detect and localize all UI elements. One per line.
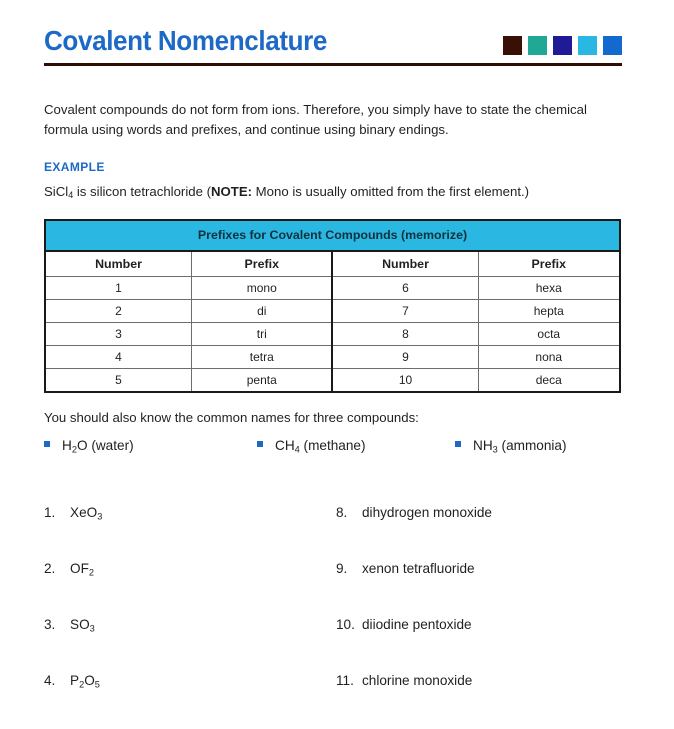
common-names-list bbox=[44, 438, 624, 453]
swatch-navy bbox=[553, 36, 572, 55]
exercise-formula: $OF_2$ bbox=[70, 561, 95, 578]
prefix-table-body bbox=[46, 277, 619, 392]
exercise-column-right bbox=[336, 505, 626, 729]
common-name-item bbox=[257, 438, 455, 453]
prefix-table-title: Prefixes for Covalent Compounds (memorize) bbox=[46, 221, 619, 252]
table-row bbox=[46, 300, 619, 323]
exercise-formula: $SO_3$ bbox=[70, 617, 95, 634]
table-row bbox=[46, 277, 619, 300]
example-text-before-note: is silicon tetrachloride ( bbox=[73, 184, 211, 199]
cell-number-left: 5 bbox=[46, 369, 192, 392]
exercise-item[interactable] bbox=[336, 673, 626, 729]
bullet-square-icon bbox=[455, 441, 461, 447]
cell-prefix-right: deca bbox=[478, 369, 619, 392]
exercise-item[interactable] bbox=[44, 673, 334, 729]
common-name-text: $H_2O$ (water) bbox=[62, 438, 134, 455]
exercise-number: 10. bbox=[336, 617, 355, 632]
intro-paragraph: Covalent compounds do not form from ions. Therefore, you simply have to state the chemical formula using words and prefixes, and continue using binary endings. bbox=[44, 102, 587, 137]
cell-prefix-left: tetra bbox=[192, 346, 333, 369]
cell-prefix-right: hepta bbox=[478, 300, 619, 323]
cell-prefix-left: di bbox=[192, 300, 333, 323]
exercise-number: 9. bbox=[336, 561, 348, 576]
exercise-item[interactable] bbox=[336, 561, 626, 617]
cell-prefix-left: mono bbox=[192, 277, 333, 300]
column-header-prefix-left: Prefix bbox=[192, 252, 333, 277]
cell-number-right: 8 bbox=[332, 323, 478, 346]
cell-number-left: 3 bbox=[46, 323, 192, 346]
bullet-square-icon bbox=[44, 441, 50, 447]
prefix-table-container bbox=[44, 219, 621, 393]
page-title: Covalent Nomenclature bbox=[44, 25, 328, 56]
example-sentence bbox=[44, 182, 624, 201]
exercise-number: 11. bbox=[336, 673, 354, 688]
bullet-square-icon bbox=[257, 441, 263, 447]
example-label: EXAMPLE bbox=[44, 160, 105, 174]
exercise-item[interactable] bbox=[336, 617, 626, 673]
exercise-formula: XeO$_3$ bbox=[70, 505, 103, 522]
exercise-item[interactable] bbox=[44, 617, 334, 673]
swatch-blue bbox=[603, 36, 622, 55]
exercise-compound-name: chlorine monoxide bbox=[362, 673, 473, 688]
exercise-number: 8. bbox=[336, 505, 348, 520]
swatch-dark-brown bbox=[503, 36, 522, 55]
cell-number-right: 7 bbox=[332, 300, 478, 323]
exercise-item[interactable] bbox=[336, 505, 626, 561]
cell-prefix-right: octa bbox=[478, 323, 619, 346]
exercise-compound-name: diiodine pentoxide bbox=[362, 617, 472, 632]
note-label: NOTE: bbox=[210, 184, 253, 199]
exercise-column-left bbox=[44, 505, 334, 729]
cell-number-left: 1 bbox=[46, 277, 192, 300]
page-header bbox=[44, 24, 622, 72]
column-header-number-left: Number bbox=[46, 252, 192, 277]
exercise-formula: $P_2O_5$ bbox=[70, 673, 100, 690]
common-name-item bbox=[44, 438, 257, 453]
common-name-text: $CH_4$ (methane) bbox=[275, 438, 366, 455]
exercise-item[interactable] bbox=[44, 505, 334, 561]
table-header-row bbox=[46, 252, 619, 277]
cell-number-left: 2 bbox=[46, 300, 192, 323]
column-header-number-right: Number bbox=[332, 252, 478, 277]
exercise-compound-name: xenon tetrafluoride bbox=[362, 561, 475, 576]
exercise-item[interactable] bbox=[44, 561, 334, 617]
cell-prefix-left: tri bbox=[192, 323, 333, 346]
cell-prefix-right: hexa bbox=[478, 277, 619, 300]
exercise-number: 1. bbox=[44, 505, 56, 520]
exercise-number: 3. bbox=[44, 617, 56, 632]
cell-number-right: 6 bbox=[332, 277, 478, 300]
example-formula: SiCl$_4$ bbox=[44, 184, 74, 201]
swatch-cyan bbox=[578, 36, 597, 55]
exercise-compound-name: dihydrogen monoxide bbox=[362, 505, 492, 520]
table-row bbox=[46, 323, 619, 346]
common-names-lead: You should also know the common names for three compounds: bbox=[44, 410, 419, 425]
cell-prefix-left: penta bbox=[192, 369, 333, 392]
table-row bbox=[46, 346, 619, 369]
color-swatch-strip bbox=[503, 36, 622, 55]
table-row bbox=[46, 369, 619, 392]
cell-number-right: 10 bbox=[332, 369, 478, 392]
common-name-item bbox=[455, 438, 567, 453]
swatch-teal bbox=[528, 36, 547, 55]
example-text-after-note: Mono is usually omitted from the first element.) bbox=[252, 184, 530, 199]
common-name-text: $NH_3$ (ammonia) bbox=[473, 438, 567, 455]
header-divider-rule bbox=[44, 63, 622, 66]
cell-prefix-right: nona bbox=[478, 346, 619, 369]
column-header-prefix-right: Prefix bbox=[478, 252, 619, 277]
cell-number-left: 4 bbox=[46, 346, 192, 369]
cell-number-right: 9 bbox=[332, 346, 478, 369]
exercise-number: 4. bbox=[44, 673, 56, 688]
prefix-table bbox=[46, 252, 619, 391]
exercise-number: 2. bbox=[44, 561, 56, 576]
